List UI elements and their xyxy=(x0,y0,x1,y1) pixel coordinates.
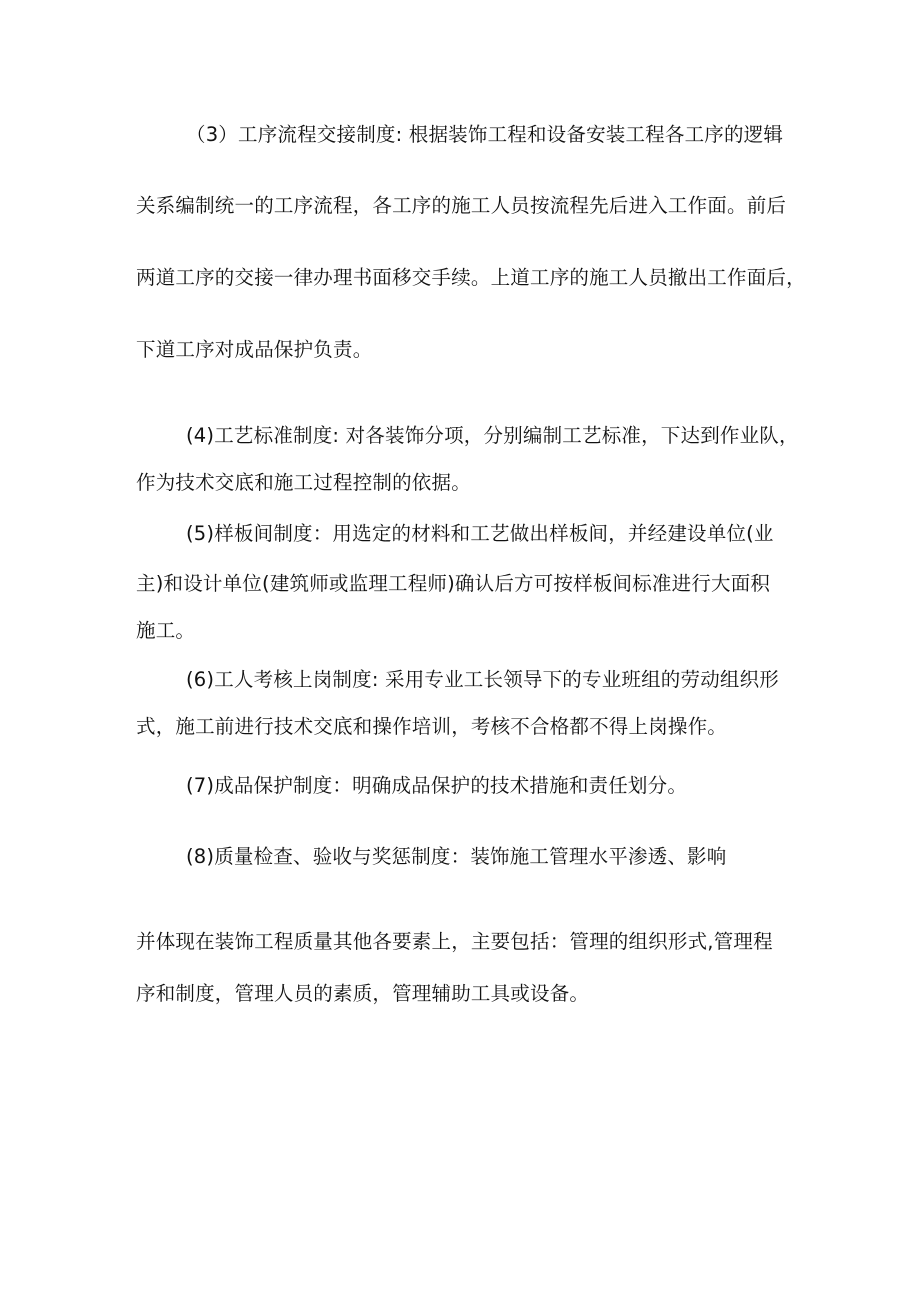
paragraph-3-line-4: 下道工序对成品保护负责。 xyxy=(136,338,373,361)
paragraph-8-line-1: (8)质量检查、验收与奖惩制度：装饰施工管理水平渗透、影响 xyxy=(186,845,727,868)
paragraph-6-line-1: (6)工人考核上岗制度: 采用专业工长领导下的专业班组的劳动组织形 xyxy=(186,668,779,691)
paragraph-6-line-2: 式，施工前进行技术交底和操作培训，考核不合格都不得上岗操作。 xyxy=(136,715,728,738)
paragraph-3-line-3: 两道工序的交接一律办理书面移交手续。上道工序的施工人员撤出工作面后， xyxy=(136,266,806,289)
paragraph-3-line-2: 关系编制统一的工序流程，各工序的施工人员按流程先后进入工作面。前后 xyxy=(136,194,787,217)
paragraph-3-line-1: （3）工序流程交接制度: 根据装饰工程和设备安装工程各工序的逻辑 xyxy=(186,123,784,146)
paragraph-7-line-1: (7)成品保护制度：明确成品保护的技术措施和责任划分。 xyxy=(186,774,688,797)
paragraph-5-line-3: 施工。 xyxy=(136,619,196,642)
paragraph-8-line-3: 序和制度，管理人员的素质，管理辅助工具或设备。 xyxy=(136,982,590,1005)
paragraph-4-line-1: (4)工艺标准制度: 对各装饰分项，分别编制工艺标准，下达到作业队， xyxy=(186,424,799,447)
paragraph-8-line-2: 并体现在装饰工程质量其他各要素上，主要包括：管理的组织形式,管理程 xyxy=(136,930,773,953)
paragraph-5-line-1: (5)样板间制度：用选定的材料和工艺做出样板间，并经建设单位(业 xyxy=(186,522,774,545)
paragraph-4-line-2: 作为技术交底和施工过程控制的依据。 xyxy=(136,471,471,494)
paragraph-5-line-2: 主)和设计单位(建筑师或监理工程师)确认后方可按样板间标准进行大面积 xyxy=(136,572,771,595)
